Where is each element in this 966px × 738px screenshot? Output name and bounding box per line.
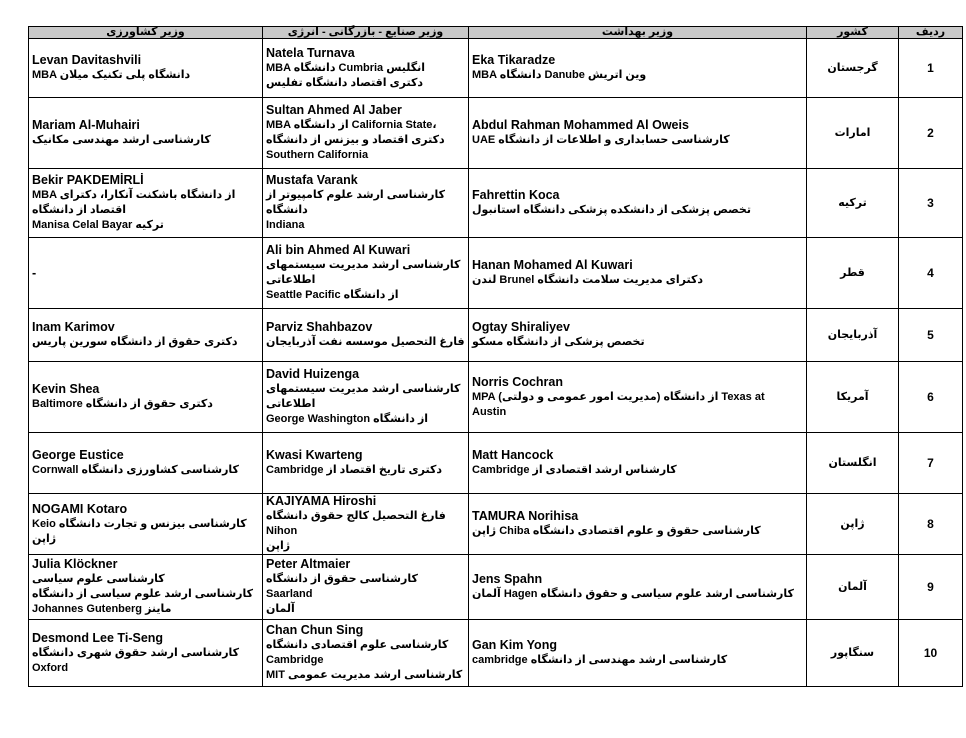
health-minister-cell — [469, 620, 807, 687]
industry-minister-cell — [263, 494, 469, 555]
minister-education: کارشناسی بیزنس و تجارت دانشگاه Keio ژاپن — [32, 517, 247, 545]
industry-minister-cell — [263, 39, 469, 98]
minister-name: David Huizenga — [266, 367, 360, 381]
health-minister-cell — [469, 39, 807, 98]
table-row — [29, 309, 963, 362]
table-row — [29, 98, 963, 169]
minister-education: از دانشگاه George Washington — [266, 413, 429, 425]
minister-education: کارشناسی علوم اقتصادی دانشگاه — [266, 639, 449, 651]
minister-name: Julia Klöckner — [32, 557, 118, 571]
agriculture-minister-cell — [29, 39, 263, 98]
minister-education: فارغ التحصیل موسسه نفت آذربایجان — [266, 336, 465, 348]
header-row — [29, 27, 963, 39]
minister-name: Levan Davitashvili — [32, 53, 142, 67]
agriculture-minister-cell — [29, 433, 263, 494]
country-cell: گرجستان — [807, 39, 899, 98]
row-number-cell: 6 — [899, 362, 963, 433]
country-cell: قطر — [807, 238, 899, 309]
minister-name: Kwasi Kwarteng — [266, 448, 363, 462]
minister-name: Kevin Shea — [32, 382, 100, 396]
country-cell: انگلستان — [807, 433, 899, 494]
minister-education: کارشناسی ارشد مهندسی از دانشگاه cambridge — [472, 654, 728, 666]
row-number-cell: 2 — [899, 98, 963, 169]
minister-education: دکتری حقوق از دانشگاه سورین پاریس — [32, 336, 238, 348]
minister-education: Manisa Celal Bayar ترکیه — [32, 219, 164, 231]
agriculture-minister-cell — [29, 555, 263, 620]
minister-education: MBA از دانشگاه California State، — [266, 119, 437, 131]
minister-education: Johannes Gutenberg ماینز — [32, 603, 172, 615]
minister-name: Inam Karimov — [32, 320, 115, 334]
health-minister-cell — [469, 169, 807, 238]
country-cell: آلمان — [807, 555, 899, 620]
minister-education: کارشناسی کشاورزی دانشگاه Cornwall — [32, 464, 239, 476]
minister-education: MBA دانشگاه Danube وین اتریش — [472, 69, 647, 81]
minister-education: دکتری اقتصاد و بیزنس از دانشگاه — [266, 134, 445, 146]
minister-education: MBA دانشگاه Cumbria انگلیس — [266, 61, 426, 74]
minister-education: دکتری حقوق از دانشگاه Baltimore — [32, 398, 213, 410]
country-cell: آمریکا — [807, 362, 899, 433]
row-number-cell: 9 — [899, 555, 963, 620]
header-agriculture-minister: وزیر کشاورزی — [29, 27, 263, 39]
health-minister-cell — [469, 494, 807, 555]
row-number-cell: 10 — [899, 620, 963, 687]
country-cell: امارات — [807, 98, 899, 169]
minister-name: Fahrettin Koca — [472, 188, 560, 202]
minister-education: تخصص پزشکی از دانشگاه مسکو — [472, 336, 645, 348]
table-row — [29, 555, 963, 620]
minister-education: از دانشگاه Seattle Pacific — [266, 289, 399, 301]
minister-name: Peter Altmaier — [266, 557, 351, 571]
minister-education: کارشناسی ارشد مدیریت سیستمهای اطلاعاتی — [266, 383, 461, 410]
industry-minister-cell — [263, 433, 469, 494]
minister-name: Desmond Lee Ti-Seng — [32, 630, 164, 645]
minister-education: کارشناسی ارشد علوم سیاسی از دانشگاه — [32, 588, 254, 600]
minister-education: Indiana — [266, 219, 305, 231]
health-minister-cell — [469, 309, 807, 362]
agriculture-minister-cell — [29, 362, 263, 433]
row-number-cell: 1 — [899, 39, 963, 98]
minister-name: Ogtay Shiraliyev — [472, 320, 570, 334]
minister-education: کارشناسی حقوق و علوم اقتصادی دانشگاه Chiba ژاپن — [472, 525, 761, 537]
agriculture-minister-cell — [29, 238, 263, 309]
ministers-table — [28, 26, 963, 687]
minister-name: KAJIYAMA Hiroshi — [266, 494, 377, 508]
minister-name: Chan Chun Sing — [266, 623, 364, 637]
agriculture-minister-cell — [29, 98, 263, 169]
minister-education: آلمان — [266, 603, 295, 615]
minister-education: Cambridge — [266, 654, 324, 666]
header-country: کشور — [807, 27, 899, 39]
header-row-number: ردیف — [899, 27, 963, 39]
minister-name: Matt Hancock — [472, 448, 554, 462]
minister-education: کارشناسی علوم سیاسی — [32, 573, 165, 585]
table-row — [29, 433, 963, 494]
minister-education: MBA از دانشگاه باشکنت آنکارا، دکترای اقتصاد از دانشگاه — [32, 189, 236, 216]
agriculture-minister-cell — [29, 169, 263, 238]
health-minister-cell — [469, 555, 807, 620]
minister-name: Mariam Al-Muhairi — [32, 118, 140, 132]
minister-name: Hanan Mohamed Al Kuwari — [472, 258, 633, 272]
health-minister-cell — [469, 362, 807, 433]
row-number-cell: 3 — [899, 169, 963, 238]
minister-education: کارشناسی ارشد مدیریت سیستمهای اطلاعاتی — [266, 259, 461, 286]
minister-education: کارشناسی حسابداری و اطلاعات از دانشگاه UAE — [472, 134, 730, 146]
minister-name: - — [32, 265, 37, 280]
minister-education: تخصص پزشکی از دانشکده پزشکی دانشگاه استانبول — [472, 204, 751, 216]
minister-education: کارشناسی ارشد حقوق شهری دانشگاه Oxford — [32, 646, 240, 674]
industry-minister-cell — [263, 362, 469, 433]
minister-education: کارشناسی ارشد علوم سیاسی و حقوق دانشگاه Hagen آلمان — [472, 588, 794, 600]
table-row — [29, 620, 963, 687]
minister-education: کارشناسی حقوق از دانشگاه Saarland — [266, 573, 418, 600]
minister-name: Ali bin Ahmed Al Kuwari — [266, 243, 411, 257]
minister-education: Austin — [472, 405, 507, 418]
minister-name: Eka Tikaradze — [472, 53, 556, 67]
minister-name: Jens Spahn — [472, 572, 543, 586]
minister-education: دکتری اقتصاد دانشگاه تفلیس — [266, 76, 424, 89]
health-minister-cell — [469, 238, 807, 309]
minister-name: Natela Turnava — [266, 45, 355, 60]
row-number-cell: 7 — [899, 433, 963, 494]
industry-minister-cell — [263, 98, 469, 169]
minister-education: کارشناس ارشد اقتصادی از Cambridge — [472, 464, 677, 476]
minister-name: Sultan Ahmed Al Jaber — [266, 103, 402, 117]
table-row — [29, 494, 963, 555]
minister-education: MBA دانشگاه پلی تکنیک میلان — [32, 69, 191, 81]
table-row — [29, 39, 963, 98]
row-number-cell: 8 — [899, 494, 963, 555]
minister-name: Parviz Shahbazov — [266, 320, 373, 334]
header-industry-minister: وزیر صنایع - بازرگانی - انرژی — [263, 27, 469, 39]
row-number-cell: 4 — [899, 238, 963, 309]
country-cell: ژاپن — [807, 494, 899, 555]
agriculture-minister-cell — [29, 494, 263, 555]
country-cell: سنگاپور — [807, 620, 899, 687]
minister-education: کارشناسی ارشد مهندسی مکانیک — [32, 134, 211, 146]
agriculture-minister-cell — [29, 309, 263, 362]
industry-minister-cell — [263, 309, 469, 362]
health-minister-cell — [469, 98, 807, 169]
minister-education: Southern California — [266, 149, 369, 161]
industry-minister-cell — [263, 555, 469, 620]
minister-name: Mustafa Varank — [266, 173, 358, 187]
minister-name: TAMURA Norihisa — [472, 509, 579, 523]
minister-name: Abdul Rahman Mohammed Al Oweis — [472, 118, 689, 132]
minister-education: MPA (مدیریت امور عمومی و دولتی) از دانشگاه Texas at — [472, 390, 765, 403]
industry-minister-cell — [263, 620, 469, 687]
industry-minister-cell — [263, 238, 469, 309]
table-row — [29, 169, 963, 238]
minister-education: دکترای مدیریت سلامت دانشگاه Brunel لندن — [472, 274, 704, 286]
minister-name: Norris Cochran — [472, 374, 563, 389]
table-row — [29, 238, 963, 309]
minister-education: ژاپن — [266, 540, 291, 552]
health-minister-cell — [469, 433, 807, 494]
minister-education: کارشناسی ارشد علوم کامپیوتر از دانشگاه — [266, 189, 445, 216]
country-cell: آذربایجان — [807, 309, 899, 362]
agriculture-minister-cell — [29, 620, 263, 687]
row-number-cell: 5 — [899, 309, 963, 362]
minister-name: NOGAMI Kotaro — [32, 501, 128, 516]
country-cell: ترکیه — [807, 169, 899, 238]
minister-name: George Eustice — [32, 448, 124, 462]
minister-name: Gan Kim Yong — [472, 638, 557, 652]
table-row — [29, 362, 963, 433]
header-health-minister: وزیر بهداشت — [469, 27, 807, 39]
minister-education: دکتری تاریخ اقتصاد از Cambridge — [266, 464, 442, 476]
minister-name: Bekir PAKDEMİRLİ — [32, 173, 144, 187]
industry-minister-cell — [263, 169, 469, 238]
minister-education: فارغ التحصیل کالج حقوق دانشگاه Nihon — [266, 510, 446, 537]
minister-education: کارشناسی ارشد مدیریت عمومی MIT — [266, 669, 463, 681]
